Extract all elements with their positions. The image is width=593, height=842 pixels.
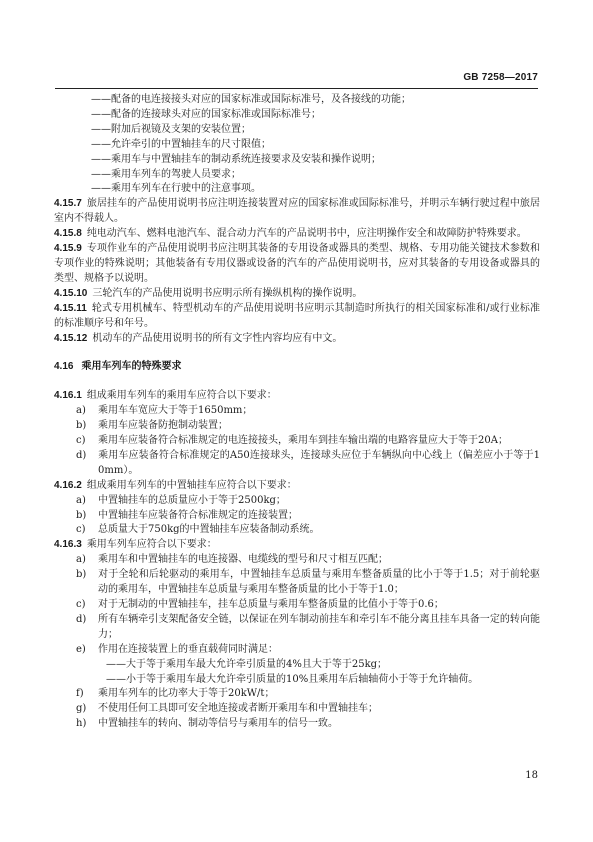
clause-number: 4.15.7 bbox=[54, 198, 82, 210]
clause-text: 旅居挂车的产品使用说明书应注明连接装置对应的国家标准或国际标准号，并明示车辆行驶过程中旅居室内不得载人。 bbox=[54, 198, 540, 225]
list-text: 作用在连接装置上的垂直载荷同时满足： bbox=[98, 643, 278, 655]
clause-text: 乘用车列车应符合以下要求： bbox=[86, 539, 217, 551]
list-item bbox=[76, 553, 540, 568]
list-marker: f) bbox=[76, 688, 84, 700]
dash-item: ——允许牵引的中置轴挂车的尺寸限值； bbox=[91, 138, 271, 150]
list-marker: c) bbox=[76, 435, 86, 447]
list-text: 对于全轮和后轮驱动的乘用车，中置轴挂车总质量与乘用车整备质量的比小于等于1.5；对于前轮驱动的乘用车，中置轴挂车总质量与乘用车整备质量的比小于等于1.0； bbox=[98, 569, 540, 596]
clause-number: 4.15.9 bbox=[54, 243, 82, 255]
list-item bbox=[76, 419, 540, 434]
clause-text: 纯电动汽车、燃料电池汽车、混合动力汽车的产品说明书中，应注明操作安全和故障防护特殊要求。 bbox=[86, 228, 527, 240]
clause-4-16-2 bbox=[54, 479, 540, 494]
list-item bbox=[76, 643, 540, 658]
list-text: 总质量大于750kg的中置轴挂车应装备制动系统。 bbox=[98, 524, 320, 536]
clause-text: 专项作业车的产品使用说明书应注明其装备的专用设备或器具的类型、规格、专用功能关键技术参数和专项作业的特殊说明；其他装备有专用仪器或设备的汽车的产品使用说明书，应对其装备的专用设备或器具的类型、规格予以说明。 bbox=[54, 243, 540, 284]
list-marker: d) bbox=[76, 613, 87, 625]
clause-4-15-11 bbox=[54, 302, 540, 332]
list-marker: g) bbox=[76, 703, 87, 715]
clause-text: 三轮汽车的产品使用说明书应明示所有操纵机构的操作说明。 bbox=[92, 287, 363, 299]
list-marker: b) bbox=[76, 509, 87, 521]
list-item bbox=[76, 598, 540, 613]
list-text: 对于无制动的中置轴挂车，挂车总质量与乘用车整备质量的比值小于等于0.6； bbox=[98, 599, 444, 610]
list-marker: h) bbox=[76, 718, 87, 730]
clause-number: 4.16.2 bbox=[54, 479, 82, 491]
list-item bbox=[76, 494, 540, 509]
list-text: 乘用车应装备符合标准规定的电连接接头，乘用车到挂车输出端的电路容量应大于等于20A； bbox=[98, 435, 508, 447]
page-number: 18 bbox=[525, 770, 538, 781]
list-item bbox=[76, 449, 540, 479]
clause-4-15-12 bbox=[54, 332, 540, 347]
list-marker: c) bbox=[76, 524, 86, 536]
clause-text: 组成乘用车列车的中置轴挂车应符合以下要求： bbox=[86, 479, 297, 491]
list-text: 所有车辆牵引支架配备安全链，以保证在列车制动前挂车和牵引车不能分离且挂车具备一定的转向能力； bbox=[98, 613, 540, 640]
list-item bbox=[76, 568, 540, 598]
list-marker: b) bbox=[76, 569, 87, 581]
dash-item: ——附加后视镜及支架的安装位置； bbox=[91, 123, 251, 135]
list-item bbox=[76, 717, 540, 732]
dash-item: ——乘用车列车在行驶中的注意事项。 bbox=[91, 183, 261, 195]
document-code: GB 7258—2017 bbox=[463, 72, 538, 83]
header-divider bbox=[55, 88, 538, 89]
section-title-text: 乘用车列车的特殊要求 bbox=[81, 361, 182, 373]
list-text: 乘用车列车的比功率大于等于20kW/t； bbox=[98, 688, 275, 700]
list-text: 中置轴挂车的总质量应小于等于2500kg； bbox=[98, 494, 286, 506]
clause-text: 机动车的产品使用说明书的所有文字性内容均应有中文。 bbox=[92, 332, 343, 344]
dash-item: ——配备的连接球头对应的国家标准或国际标准号； bbox=[91, 108, 321, 120]
list-text: 乘用车和中置轴挂车的电连接器、电缆线的型号和尺寸相互匹配； bbox=[98, 554, 388, 566]
clause-4-16-1 bbox=[54, 389, 540, 404]
clause-number: 4.15.11 bbox=[54, 302, 87, 314]
list-item bbox=[76, 509, 540, 524]
list-marker: e) bbox=[76, 643, 86, 655]
document-body bbox=[54, 93, 540, 732]
dash-item: ——乘用车与中置轴挂车的制动系统连接要求及安装和操作说明； bbox=[91, 153, 381, 165]
list-marker: a) bbox=[76, 405, 86, 417]
list-text: 乘用车车宽应大于等于1650mm； bbox=[98, 405, 253, 417]
list-marker: c) bbox=[76, 599, 86, 610]
clause-4-15-8 bbox=[54, 227, 540, 242]
list-text: 中置轴挂车的转向、制动等信号与乘用车的信号一致。 bbox=[98, 718, 338, 730]
clause-number: 4.16.1 bbox=[54, 390, 82, 402]
section-number: 4.16 bbox=[54, 361, 74, 373]
clause-4-15-7 bbox=[54, 197, 540, 227]
section-heading bbox=[54, 360, 540, 375]
list-item bbox=[76, 434, 540, 449]
clause-4-16-3 bbox=[54, 538, 540, 553]
clause-text: 组成乘用车列车的乘用车应符合以下要求： bbox=[86, 390, 277, 402]
list-marker: a) bbox=[76, 494, 86, 506]
list-item bbox=[76, 613, 540, 643]
list-marker: a) bbox=[76, 554, 86, 566]
list-text: 中置轴挂车应装备符合标准规定的连接装置； bbox=[98, 509, 298, 521]
list-text: 乘用车应装备符合标准规定的A50连接球头，连接球头应位于车辆纵向中心线上（偏差应小于等于10mm）。 bbox=[98, 449, 540, 476]
clause-number: 4.16.3 bbox=[54, 539, 82, 551]
dash-item: ——小于等于乘用车最大允许牵引质量的10%且乘用车后轴轴荷小于等于允许轴荷。 bbox=[106, 673, 479, 685]
list-text: 不使用任何工具即可安全地连接或者断开乘用车和中置轴挂车； bbox=[98, 703, 378, 715]
list-item bbox=[76, 702, 540, 717]
list-text: 乘用车应装备防抱制动装置； bbox=[98, 420, 228, 432]
clause-4-15-9 bbox=[54, 242, 540, 287]
list-item bbox=[76, 687, 540, 702]
list-marker: d) bbox=[76, 449, 87, 461]
list-marker: b) bbox=[76, 420, 87, 432]
list-item bbox=[76, 404, 540, 419]
list-item bbox=[76, 523, 540, 538]
dash-item: ——大于等于乘用车最大允许牵引质量的4%且大于等于25kg； bbox=[106, 658, 388, 670]
clause-number: 4.15.10 bbox=[54, 287, 88, 299]
dash-item: ——乘用车列车的驾驶人员要求； bbox=[91, 168, 241, 180]
clause-number: 4.15.8 bbox=[54, 228, 82, 240]
clause-4-15-10 bbox=[54, 287, 540, 302]
dash-item: ——配备的电连接接头对应的国家标准或国际标准号，及各接线的功能； bbox=[91, 94, 411, 105]
clause-text: 轮式专用机械车、特型机动车的产品使用说明书应明示其制造时所执行的相关国家标准和/或行业标准的标准顺序号和年号。 bbox=[54, 302, 540, 329]
clause-number: 4.15.12 bbox=[54, 332, 88, 344]
